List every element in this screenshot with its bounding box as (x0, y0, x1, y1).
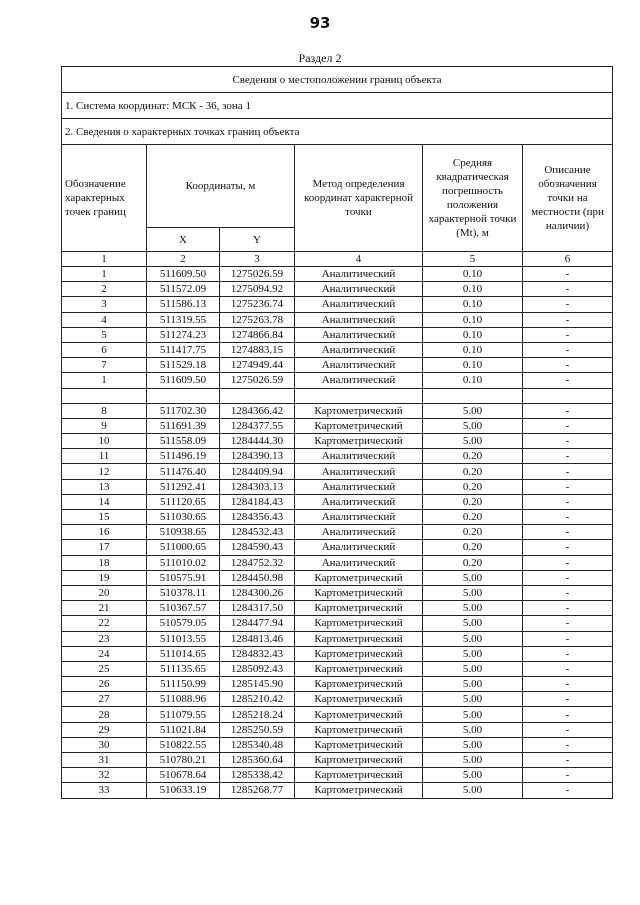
cell-description: - (523, 327, 613, 342)
table-row (62, 494, 613, 509)
boundary-points-table (61, 66, 613, 799)
cell-point-id: 28 (62, 707, 147, 722)
cell-description: - (523, 282, 613, 297)
table-row (62, 540, 613, 555)
table-row (62, 707, 613, 722)
cell-point-id: 1 (62, 267, 147, 282)
cell-description: - (523, 661, 613, 676)
cell-y: 1284303.13 (220, 479, 295, 494)
cell-method: Картометрический (295, 722, 423, 737)
cell-point-id: 11 (62, 449, 147, 464)
cell-method: Аналитический (295, 267, 423, 282)
cell-point-id: 20 (62, 585, 147, 600)
cell-y: 1284390.13 (220, 449, 295, 464)
cell-x: 511013.55 (147, 631, 220, 646)
cell-description: - (523, 768, 613, 783)
cell-x (147, 388, 220, 403)
table-row (62, 585, 613, 600)
cell-method: Картометрический (295, 707, 423, 722)
cell-point-id: 8 (62, 403, 147, 418)
cell-x: 511088.96 (147, 692, 220, 707)
cell-description: - (523, 464, 613, 479)
cell-method: Аналитический (295, 510, 423, 525)
cell-x: 511609.50 (147, 373, 220, 388)
cell-error: 0.20 (423, 449, 523, 464)
cell-description: - (523, 418, 613, 433)
cell-point-id: 32 (62, 768, 147, 783)
cell-error: 5.00 (423, 601, 523, 616)
cell-y: 1284832.43 (220, 646, 295, 661)
cell-error: 5.00 (423, 661, 523, 676)
cell-description: - (523, 373, 613, 388)
cell-method: Картометрический (295, 601, 423, 616)
cell-error: 5.00 (423, 737, 523, 752)
cell-method: Картометрический (295, 646, 423, 661)
cell-y: 1284356.43 (220, 510, 295, 525)
cell-y: 1285338.42 (220, 768, 295, 783)
cell-description: - (523, 267, 613, 282)
header-method: Метод определения координат характерной точки (295, 145, 423, 252)
cell-x: 511496.19 (147, 449, 220, 464)
cell-error: 0.20 (423, 510, 523, 525)
table-row (62, 297, 613, 312)
cell-x: 511691.39 (147, 418, 220, 433)
cell-error: 0.10 (423, 282, 523, 297)
cell-y: 1275263.78 (220, 312, 295, 327)
cell-y: 1284300.26 (220, 585, 295, 600)
cell-y: 1285218.24 (220, 707, 295, 722)
cell-method: Аналитический (295, 327, 423, 342)
column-number: 5 (423, 252, 523, 267)
cell-method: Аналитический (295, 555, 423, 570)
cell-x: 511030.65 (147, 510, 220, 525)
cell-error: 0.10 (423, 358, 523, 373)
table-row (62, 555, 613, 570)
table-title: Сведения о местоположении границ объекта (62, 67, 613, 93)
cell-x: 510367.57 (147, 601, 220, 616)
table-row (62, 449, 613, 464)
cell-y: 1284444.30 (220, 434, 295, 449)
cell-point-id: 12 (62, 464, 147, 479)
table-row (62, 570, 613, 585)
cell-method: Картометрический (295, 585, 423, 600)
cell-y: 1285268.77 (220, 783, 295, 798)
cell-y: 1274866.84 (220, 327, 295, 342)
table-row (62, 661, 613, 676)
cell-error: 5.00 (423, 768, 523, 783)
cell-x: 511558.09 (147, 434, 220, 449)
cell-method: Картометрический (295, 677, 423, 692)
cell-error: 0.10 (423, 312, 523, 327)
cell-error: 5.00 (423, 434, 523, 449)
cell-x: 511529.18 (147, 358, 220, 373)
cell-point-id: 16 (62, 525, 147, 540)
header-y: Y (220, 228, 295, 252)
cell-error: 0.20 (423, 494, 523, 509)
cell-description: - (523, 555, 613, 570)
column-number: 3 (220, 252, 295, 267)
cell-method: Аналитический (295, 540, 423, 555)
cell-y: 1284409.94 (220, 464, 295, 479)
cell-description: - (523, 342, 613, 357)
cell-point-id: 1 (62, 373, 147, 388)
cell-point-id: 33 (62, 783, 147, 798)
cell-description: - (523, 449, 613, 464)
cell-method: Картометрический (295, 570, 423, 585)
cell-description: - (523, 494, 613, 509)
cell-description: - (523, 510, 613, 525)
cell-description: - (523, 479, 613, 494)
cell-y: 1284366.42 (220, 403, 295, 418)
cell-y: 1284590.43 (220, 540, 295, 555)
cell-point-id: 24 (62, 646, 147, 661)
cell-method: Картометрический (295, 616, 423, 631)
table-row (62, 768, 613, 783)
cell-point-id: 19 (62, 570, 147, 585)
cell-error: 5.00 (423, 585, 523, 600)
cell-point-id: 23 (62, 631, 147, 646)
cell-y: 1275026.59 (220, 373, 295, 388)
cell-point-id: 3 (62, 297, 147, 312)
cell-error: 5.00 (423, 692, 523, 707)
cell-error: 0.10 (423, 373, 523, 388)
cell-description: - (523, 677, 613, 692)
table-row (62, 753, 613, 768)
cell-description: - (523, 570, 613, 585)
cell-error: 5.00 (423, 616, 523, 631)
cell-point-id: 6 (62, 342, 147, 357)
cell-method: Картометрический (295, 692, 423, 707)
column-number: 2 (147, 252, 220, 267)
cell-x: 511014.65 (147, 646, 220, 661)
points-caption-row: 2. Сведения о характерных точках границ объекта (62, 119, 613, 145)
cell-method: Аналитический (295, 342, 423, 357)
cell-y: 1284317.50 (220, 601, 295, 616)
table-row (62, 464, 613, 479)
cell-point-id: 10 (62, 434, 147, 449)
cell-x: 511609.50 (147, 267, 220, 282)
header-description: Описание обозначения точки на местности (при наличии) (523, 145, 613, 252)
cell-error: 5.00 (423, 418, 523, 433)
cell-method: Картометрический (295, 753, 423, 768)
cell-point-id: 9 (62, 418, 147, 433)
cell-point-id: 13 (62, 479, 147, 494)
cell-x: 510633.19 (147, 783, 220, 798)
table-row (62, 342, 613, 357)
cell-x: 510575.91 (147, 570, 220, 585)
cell-method: Картометрический (295, 631, 423, 646)
cell-error (423, 388, 523, 403)
cell-x: 511274.23 (147, 327, 220, 342)
cell-point-id: 29 (62, 722, 147, 737)
cell-description: - (523, 737, 613, 752)
cell-error: 0.20 (423, 464, 523, 479)
column-number: 6 (523, 252, 613, 267)
column-number-row (62, 252, 613, 267)
cell-x: 511120.65 (147, 494, 220, 509)
cell-y: 1284532.43 (220, 525, 295, 540)
cell-description: - (523, 297, 613, 312)
table-row (62, 388, 613, 403)
table-row (62, 631, 613, 646)
table-row (62, 601, 613, 616)
cell-y: 1285145.90 (220, 677, 295, 692)
cell-x: 511476.40 (147, 464, 220, 479)
cell-method: Аналитический (295, 464, 423, 479)
cell-description: - (523, 722, 613, 737)
cell-description: - (523, 646, 613, 661)
cell-x: 511702.30 (147, 403, 220, 418)
cell-description: - (523, 707, 613, 722)
cell-x: 510678.64 (147, 768, 220, 783)
cell-error: 0.20 (423, 555, 523, 570)
table-row (62, 479, 613, 494)
cell-point-id: 27 (62, 692, 147, 707)
cell-point-id: 14 (62, 494, 147, 509)
cell-x: 511417.75 (147, 342, 220, 357)
cell-error: 0.10 (423, 342, 523, 357)
cell-method: Картометрический (295, 768, 423, 783)
cell-method: Аналитический (295, 494, 423, 509)
cell-method: Картометрический (295, 434, 423, 449)
cell-method: Картометрический (295, 737, 423, 752)
cell-x: 510822.55 (147, 737, 220, 752)
header-designation: Обозначение характерных точек границ (62, 145, 147, 252)
cell-y: 1285250.59 (220, 722, 295, 737)
coord-system-row: 1. Система координат: МСК - 36, зона 1 (62, 93, 613, 119)
cell-x: 511319.55 (147, 312, 220, 327)
cell-y: 1284477.94 (220, 616, 295, 631)
cell-error: 5.00 (423, 570, 523, 585)
cell-y: 1284184.43 (220, 494, 295, 509)
cell-y: 1274949.44 (220, 358, 295, 373)
cell-y: 1284752.32 (220, 555, 295, 570)
cell-x: 510378.11 (147, 585, 220, 600)
table-row (62, 722, 613, 737)
cell-description: - (523, 434, 613, 449)
table-row (62, 418, 613, 433)
cell-y: 1285360.64 (220, 753, 295, 768)
cell-point-id: 4 (62, 312, 147, 327)
header-coordinates: Координаты, м (147, 145, 295, 228)
cell-point-id: 5 (62, 327, 147, 342)
cell-point-id: 17 (62, 540, 147, 555)
cell-error: 5.00 (423, 783, 523, 798)
cell-y: 1285340.48 (220, 737, 295, 752)
table-row (62, 692, 613, 707)
cell-description: - (523, 616, 613, 631)
cell-point-id: 21 (62, 601, 147, 616)
cell-error: 0.20 (423, 479, 523, 494)
cell-point-id: 26 (62, 677, 147, 692)
cell-point-id (62, 388, 147, 403)
cell-method: Картометрический (295, 418, 423, 433)
cell-error: 5.00 (423, 753, 523, 768)
cell-y: 1275094.92 (220, 282, 295, 297)
cell-method (295, 388, 423, 403)
section-label: Раздел 2 (298, 51, 342, 65)
cell-x: 511010.02 (147, 555, 220, 570)
cell-description: - (523, 403, 613, 418)
cell-method: Аналитический (295, 312, 423, 327)
table-row (62, 267, 613, 282)
table-row (62, 358, 613, 373)
cell-description: - (523, 631, 613, 646)
cell-error: 0.10 (423, 267, 523, 282)
cell-description: - (523, 783, 613, 798)
header-x: X (147, 228, 220, 252)
table-row (62, 403, 613, 418)
table-row (62, 327, 613, 342)
cell-y: 1274883.15 (220, 342, 295, 357)
cell-method: Аналитический (295, 525, 423, 540)
cell-description: - (523, 540, 613, 555)
cell-error: 0.20 (423, 540, 523, 555)
cell-y: 1285092.43 (220, 661, 295, 676)
cell-method: Картометрический (295, 783, 423, 798)
table-row (62, 312, 613, 327)
table-row (62, 282, 613, 297)
table-row (62, 737, 613, 752)
table-row (62, 510, 613, 525)
cell-method: Картометрический (295, 403, 423, 418)
header-error: Средняя квадратическая погрешность положения характерной точки (Mt), м (423, 145, 523, 252)
cell-error: 5.00 (423, 707, 523, 722)
cell-y: 1284813.46 (220, 631, 295, 646)
cell-error: 5.00 (423, 646, 523, 661)
cell-description: - (523, 312, 613, 327)
table-row (62, 616, 613, 631)
cell-description (523, 388, 613, 403)
cell-description: - (523, 753, 613, 768)
cell-description: - (523, 692, 613, 707)
cell-method: Аналитический (295, 449, 423, 464)
page-number: 93 (309, 14, 331, 32)
cell-error: 0.10 (423, 297, 523, 312)
cell-description: - (523, 525, 613, 540)
cell-x: 511000.65 (147, 540, 220, 555)
cell-y: 1284377.55 (220, 418, 295, 433)
cell-method: Аналитический (295, 297, 423, 312)
cell-y: 1285210.42 (220, 692, 295, 707)
table-row (62, 525, 613, 540)
cell-method: Аналитический (295, 373, 423, 388)
cell-description: - (523, 585, 613, 600)
cell-point-id: 30 (62, 737, 147, 752)
cell-x: 511021.84 (147, 722, 220, 737)
cell-x: 511586.13 (147, 297, 220, 312)
cell-x: 511150.99 (147, 677, 220, 692)
cell-error: 5.00 (423, 722, 523, 737)
cell-error: 5.00 (423, 677, 523, 692)
table-row (62, 783, 613, 798)
cell-point-id: 31 (62, 753, 147, 768)
cell-error: 0.10 (423, 327, 523, 342)
cell-x: 510579.05 (147, 616, 220, 631)
cell-y (220, 388, 295, 403)
cell-description: - (523, 358, 613, 373)
cell-method: Аналитический (295, 358, 423, 373)
cell-point-id: 7 (62, 358, 147, 373)
cell-point-id: 15 (62, 510, 147, 525)
column-number: 4 (295, 252, 423, 267)
cell-x: 511079.55 (147, 707, 220, 722)
cell-point-id: 22 (62, 616, 147, 631)
cell-method: Аналитический (295, 282, 423, 297)
cell-x: 511135.65 (147, 661, 220, 676)
table-row (62, 646, 613, 661)
cell-error: 5.00 (423, 631, 523, 646)
cell-point-id: 18 (62, 555, 147, 570)
cell-error: 0.20 (423, 525, 523, 540)
cell-x: 511572.09 (147, 282, 220, 297)
cell-x: 511292.41 (147, 479, 220, 494)
cell-y: 1275026.59 (220, 267, 295, 282)
cell-x: 510780.21 (147, 753, 220, 768)
table-row (62, 677, 613, 692)
cell-method: Картометрический (295, 661, 423, 676)
table-row (62, 373, 613, 388)
column-number: 1 (62, 252, 147, 267)
cell-y: 1275236.74 (220, 297, 295, 312)
cell-point-id: 2 (62, 282, 147, 297)
cell-point-id: 25 (62, 661, 147, 676)
cell-method: Аналитический (295, 479, 423, 494)
table-row (62, 434, 613, 449)
cell-x: 510938.65 (147, 525, 220, 540)
cell-error: 5.00 (423, 403, 523, 418)
cell-description: - (523, 601, 613, 616)
cell-y: 1284450.98 (220, 570, 295, 585)
